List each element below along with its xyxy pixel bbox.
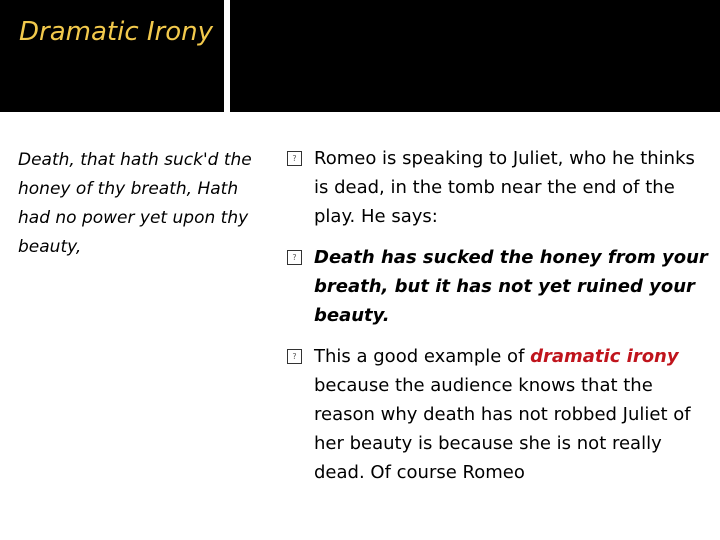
title-panel [0,0,224,112]
square-bullet-icon: ? [287,250,302,265]
square-bullet-icon: ? [287,151,302,166]
bullet-text-rest: because the audience knows that the reason why death has not robbed Juliet of her beauty is because she is not really dead. Of course Romeo [314,375,691,483]
header-bar [230,0,720,112]
bullet-item [287,342,712,487]
bullet-text-lead: This a good example of [314,346,531,367]
bullet-list [287,144,712,499]
bullet-item [287,144,712,231]
shakespeare-quote: Death, that hath suck'd the honey of thy breath, Hath had no power yet upon thy beauty, [18,150,252,257]
square-bullet-icon: ? [287,349,302,364]
dramatic-irony-highlight: dramatic irony [530,346,679,367]
bullet-item [287,243,712,330]
bullet-text-paraphrase: Death has sucked the honey from your breath, but it has not yet ruined your beauty. [314,247,708,326]
bullet-text: Romeo is speaking to Juliet, who he thinks is dead, in the tomb near the end of the play. He says: [314,148,695,227]
slide-title: Dramatic Irony [19,17,214,47]
